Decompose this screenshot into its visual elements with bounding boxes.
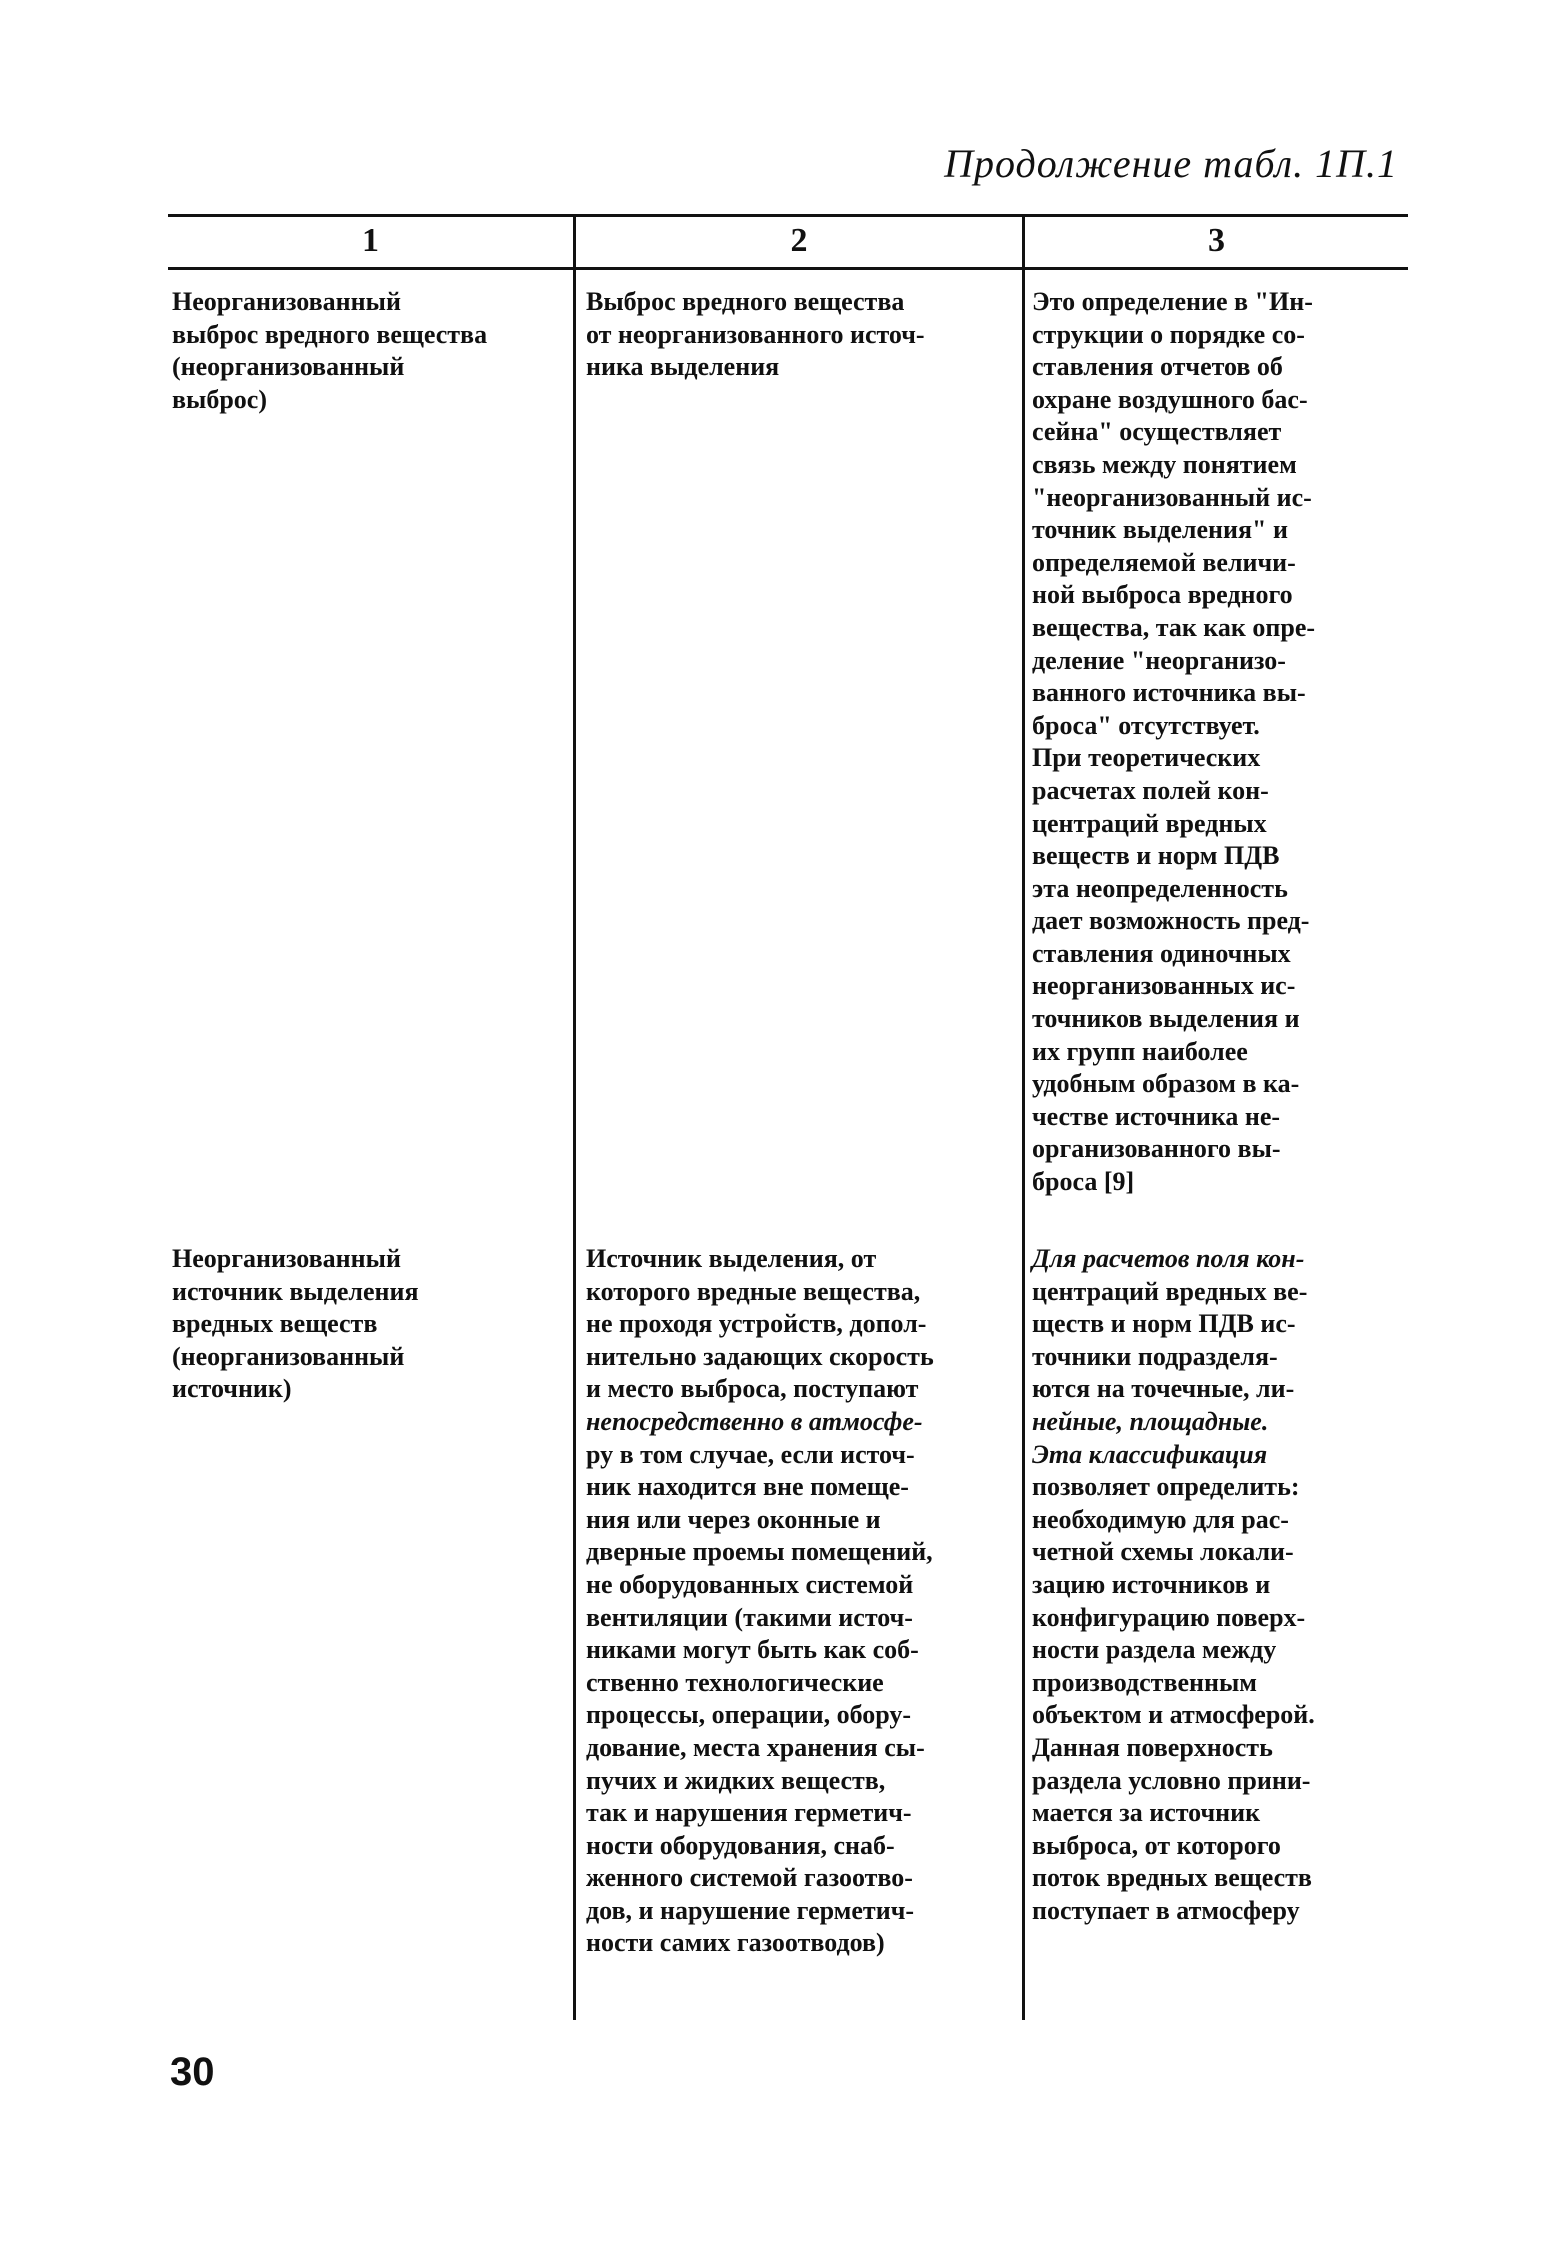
cell-text-line: поступает в атмосферу [1032,1895,1300,1925]
table-header-rule [168,267,1408,270]
cell-text-line: и место выброса, поступают [586,1374,919,1404]
cell-text-line: Источник выделения, от [586,1244,877,1273]
cell-text-line: ются на точечные, ли- [1032,1374,1295,1404]
column-header-1: 1 [362,222,379,259]
cell-text-line: поток вредных веществ [1032,1863,1312,1893]
cell-text-line: ния или через оконные и [586,1504,881,1534]
cell-text-line: никами могут быть как соб- [586,1635,919,1665]
cell-text-line: производственным [1032,1667,1257,1697]
cell-text-line: процессы, операции, обору- [586,1700,912,1730]
cell-text-line: позволяет определить: [1032,1472,1300,1502]
cell-text-line: не проходя устройств, допол- [586,1309,927,1339]
cell-text-line: нительно задающих скорость [586,1341,934,1371]
cell-text-line: ственно технологические [586,1667,884,1697]
cell-text-line: четной схемы локали- [1032,1537,1294,1567]
column-divider-1 [573,214,576,2020]
column-header-2: 2 [790,222,808,259]
cell-text-line: так и нарушения герметич- [586,1798,912,1828]
cell-text-line: ности оборудования, снаб- [586,1830,895,1860]
cell-text-line: необходимую для рас- [1032,1504,1289,1534]
cell-text-line: конфигурацию поверх- [1032,1602,1306,1632]
cell-text-line: пучих и жидких веществ, [586,1765,886,1795]
cell-text-line: вентиляции (такими источ- [586,1602,913,1632]
cell-text-line: Эта классификация [1032,1439,1268,1469]
cell-text-line: которого вредные вещества, [586,1276,921,1306]
cell-text-line: ру в том случае, если источ- [586,1439,915,1469]
row-1-definition: Выброс вредного вещества от неорганизованного источ- ника выделения [586,287,925,382]
cell-text-line: ности самих газоотводов) [586,1928,885,1958]
cell-text-line: не оборудованных системой [586,1569,914,1599]
cell-text-line: раздела условно прини- [1032,1765,1311,1795]
cell-text-line: Данная поверхность [1032,1732,1273,1762]
cell-text-line: дверные проемы помещений, [586,1537,933,1567]
cell-text-line: непосредственно в атмосфе- [586,1406,923,1436]
row-1-comment: Это определение в "Ин- струкции о порядке со- ставления отчетов об охране воздушного бас- сейна" осуществляет связь между понятием "неорганизованный ис- точник выделения" и определяемой величи- ной выброса вредного вещества, так как опре- деление "неорганизо- ванного источника вы- броса" отсутствует. При теоретических расчетах полей кон- центраций вредных веществ и норм ПДВ эта неопределенность дает возможность пред- ставления одиночных неорганизованных ис- точников выделения и их групп наиболее удобным образом в ка- честве источника не- организованного вы- броса [9] [1032,287,1316,1197]
cell-text-line: выброса, от которого [1032,1830,1281,1860]
cell-text-line: дование, места хранения сы- [586,1732,925,1762]
row-2-comment [1032,1243,1315,1927]
cell-text-line: нейные, площадные. [1032,1406,1269,1436]
cell-text-line: зацию источников и [1032,1569,1271,1599]
cell-text-line: женного системой газоотво- [586,1863,913,1893]
cell-text-line: ществ и норм ПДВ ис- [1032,1309,1296,1339]
row-2-term: Неорганизованный источник выделения вредных веществ (неорганизованный источник) [172,1244,419,1404]
page-number: 30 [170,2050,215,2094]
column-divider-2 [1022,214,1025,2020]
cell-text-line: ник находится вне помеще- [586,1472,909,1502]
column-header-3: 3 [1208,222,1225,259]
row-1-term: Неорганизованный выброс вредного вещества (неорганизованный выброс) [172,287,488,414]
cell-text-line: точники подразделя- [1032,1341,1278,1371]
cell-text-line: Для расчетов поля кон- [1032,1244,1305,1273]
cell-text-line: мается за источник [1032,1798,1261,1828]
cell-text-line: объектом и атмосферой. [1032,1700,1315,1730]
cell-text-line: ности раздела между [1032,1635,1277,1665]
row-2-definition [586,1243,934,1960]
table-caption: Продолжение табл. 1П.1 [944,141,1398,186]
cell-text-line: центраций вредных ве- [1032,1276,1308,1306]
cell-text-line: дов, и нарушение герметич- [586,1895,915,1925]
